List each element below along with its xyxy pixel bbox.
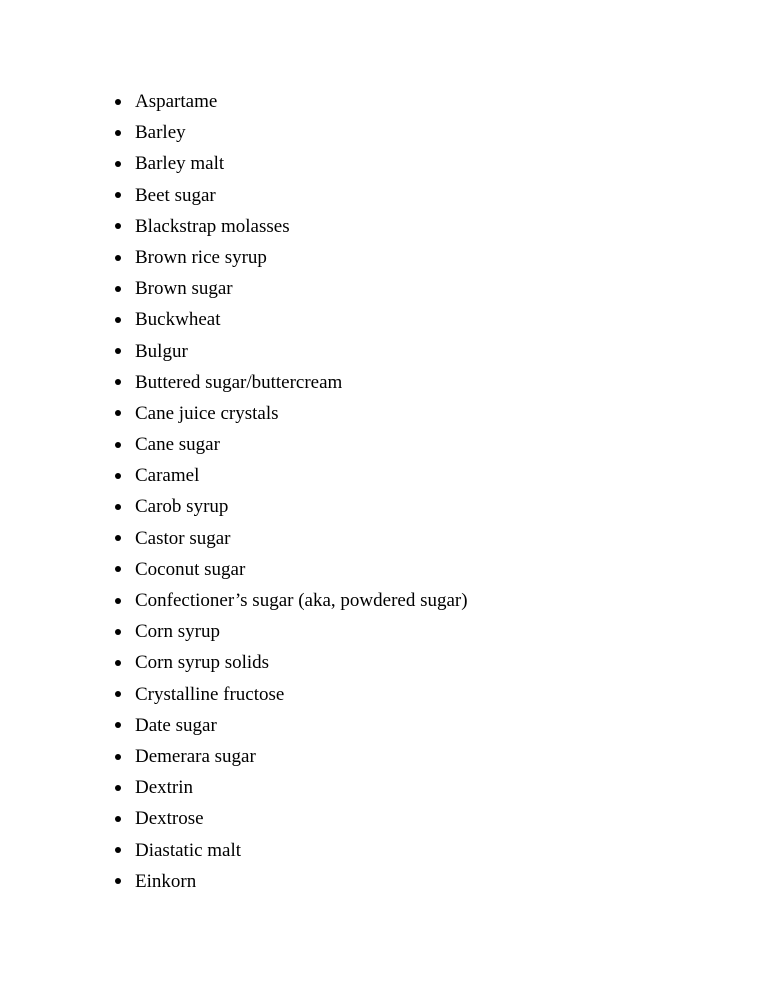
bullet-icon xyxy=(115,286,121,292)
bullet-icon xyxy=(115,754,121,760)
bullet-icon xyxy=(115,566,121,572)
bullet-icon xyxy=(115,504,121,510)
list-item-text: Bulgur xyxy=(135,340,188,362)
list-item-text: Dextrin xyxy=(135,777,194,799)
list-item-text: Blackstrap molasses xyxy=(135,215,290,237)
list-item-text: Cane juice crystals xyxy=(135,402,279,424)
list-item-text: Beet sugar xyxy=(135,184,216,206)
list-item-text: Einkorn xyxy=(135,870,197,892)
bullet-icon xyxy=(115,660,121,666)
list-item-text: Diastatic malt xyxy=(135,839,242,861)
list-item-text: Brown rice syrup xyxy=(135,246,267,268)
bullet-icon xyxy=(115,130,121,136)
bullet-icon xyxy=(115,878,121,884)
list-item-text: Crystalline fructose xyxy=(135,683,285,705)
bullet-icon xyxy=(115,99,121,105)
bullet-icon xyxy=(115,410,121,416)
list-item-text: Buttered sugar/buttercream xyxy=(135,371,343,393)
bullet-icon xyxy=(115,598,121,604)
list-item-text: Barley xyxy=(135,122,186,144)
list-item-text: Carob syrup xyxy=(135,496,229,518)
bullet-icon xyxy=(115,691,121,697)
list-item-text: Castor sugar xyxy=(135,527,231,549)
bullet-icon xyxy=(115,535,121,541)
bullet-icon xyxy=(115,847,121,853)
bullet-icon xyxy=(115,223,121,229)
bullet-icon xyxy=(115,785,121,791)
list-item-text: Buckwheat xyxy=(135,309,221,331)
bullet-icon xyxy=(115,473,121,479)
bullet-icon xyxy=(115,192,121,198)
list-item-text: Barley malt xyxy=(135,153,225,175)
list-item-text: Corn syrup solids xyxy=(135,652,270,674)
list-item-text: Aspartame xyxy=(135,91,218,112)
list-item-text: Confectioner’s sugar (aka, powdered sugar) xyxy=(135,590,468,611)
list-item-text: Brown sugar xyxy=(135,278,233,300)
bullet-icon xyxy=(115,442,121,448)
list-item-text: Corn syrup xyxy=(135,621,220,643)
bullet-icon xyxy=(115,379,121,385)
bullet-icon xyxy=(115,722,121,728)
list-item-text: Cane sugar xyxy=(135,434,220,456)
bullet-icon xyxy=(115,816,121,822)
list-item-text: Caramel xyxy=(135,465,200,487)
list-item-text: Date sugar xyxy=(135,714,217,736)
bullet-icon xyxy=(115,161,121,167)
bullet-icon xyxy=(115,348,121,354)
bullet-icon xyxy=(115,317,121,323)
bullet-icon xyxy=(115,255,121,261)
list-item-text: Coconut sugar xyxy=(135,558,246,580)
bullet-icon xyxy=(115,629,121,635)
list-item-text: Demerara sugar xyxy=(135,745,256,767)
list-item-text: Dextrose xyxy=(135,808,204,830)
